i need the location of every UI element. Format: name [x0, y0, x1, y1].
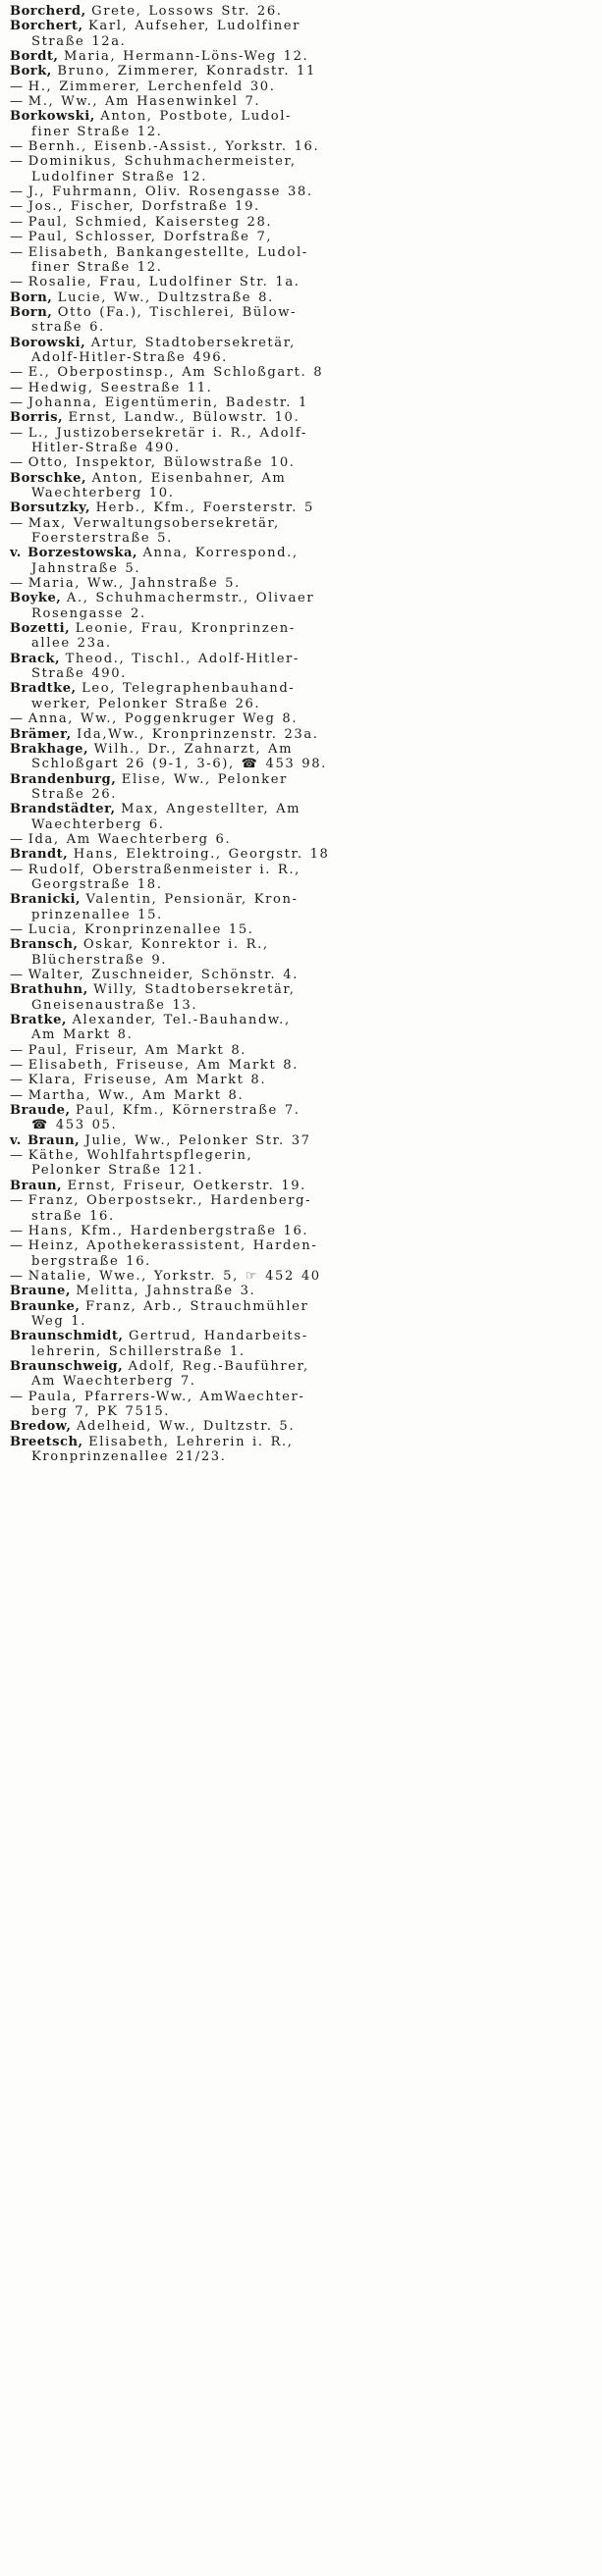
entry-continuation-dash: — — [10, 230, 24, 245]
entry-lastname: Born, — [10, 289, 53, 305]
directory-entry — [10, 19, 594, 49]
entry-lastname: Bork, — [10, 64, 52, 79]
directory-entry — [10, 1088, 594, 1103]
directory-entry — [10, 230, 594, 244]
entry-lastname: Brandstädter, — [10, 802, 116, 817]
directory-entry — [10, 1073, 594, 1087]
entry-details-wrapline: Schloßgart 26 (9-1, 3-6), ☎ 453 98. — [31, 757, 327, 772]
entry-continuation-dash: — — [10, 455, 24, 471]
directory-entry — [10, 245, 594, 276]
directory-entry — [10, 471, 594, 501]
entry-details: Theod., Tischl., Adolf-Hitler- — [65, 651, 300, 666]
entry-continuation-dash: — — [10, 1223, 24, 1238]
entry-details: Natalie, Wwe., Yorkstr. 5, ☞ 452 40 — [27, 1268, 321, 1284]
entry-details: Valentin, Pensionär, Kron- — [85, 892, 299, 908]
entry-continuation-dash: — — [10, 184, 24, 200]
entry-details: Alexander, Tel.-Bauhandw., — [72, 1013, 291, 1028]
entry-details-wrapline: Adolf-Hitler-Straße 496. — [31, 349, 228, 365]
directory-entry — [10, 1013, 594, 1043]
entry-lastname: Braude, — [10, 1103, 71, 1119]
entry-details: Jos., Fischer, Dorfstraße 19. — [27, 199, 260, 215]
entry-details: Adelheid, Ww., Dultzstr. 5. — [76, 1419, 296, 1435]
directory-entry — [10, 1043, 594, 1058]
entry-details: Gertrud, Handarbeits- — [128, 1329, 308, 1344]
entry-details-wrapline: Straße 490. — [31, 666, 127, 682]
directory-entry — [10, 1269, 594, 1284]
entry-details: Maria, Ww., Jahnstraße 5. — [27, 576, 241, 592]
entry-details-wrapline: werker, Pelonker Straße 26. — [31, 696, 261, 711]
directory-entry — [10, 381, 594, 395]
entry-details-wrapline: finer Straße 12. — [31, 124, 163, 139]
entry-details: Paul, Schlosser, Dorfstraße 7, — [27, 230, 273, 245]
entry-details-wrapline: lehrerin, Schillerstraße 1. — [31, 1343, 246, 1359]
directory-entry — [10, 621, 594, 652]
entry-details: Bernh., Eisenb.-Assist., Yorkstr. 16. — [27, 139, 320, 155]
directory-entry — [10, 516, 594, 547]
entry-details-wrapline: berg 7, PK 7515. — [31, 1403, 171, 1419]
directory-entry — [10, 546, 594, 576]
directory-entry — [10, 4, 594, 19]
entry-details: Wilh., Dr., Zahnarzt, Am — [93, 741, 294, 757]
directory-entry — [10, 275, 594, 289]
entry-lastname: Bransch, — [10, 937, 79, 953]
entry-details: Hans, Elektroing., Georgstr. 18 — [73, 847, 330, 863]
entry-details: M., Ww., Am Hasenwinkel 7. — [27, 94, 261, 110]
entry-details-wrapline: Pelonker Straße 121. — [31, 1163, 204, 1179]
directory-entry — [10, 455, 594, 470]
entry-details: Oskar, Konrektor i. R., — [82, 937, 269, 953]
entry-continuation-dash: — — [10, 79, 24, 94]
entry-details: Heinz, Apothekerassistent, Harden- — [27, 1238, 318, 1254]
directory-entry — [10, 1133, 594, 1148]
entry-continuation-dash: — — [10, 1058, 24, 1074]
entry-details-wrapline: Georgstraße 18. — [31, 876, 163, 892]
entry-details: J., Fuhrmann, Oliv. Rosengasse 38. — [27, 184, 313, 200]
entry-continuation-dash: — — [10, 576, 24, 592]
entry-lastname: Borcherd, — [10, 4, 86, 19]
entry-lastname: Boyke, — [10, 591, 62, 606]
directory-entry — [10, 968, 594, 982]
entry-lastname: Braunschmidt, — [10, 1329, 124, 1344]
entry-lastname: Braun, — [10, 1178, 63, 1193]
entry-details: Ernst, Landw., Bülowstr. 10. — [68, 410, 301, 426]
entry-details: Rosalie, Frau, Ludolfiner Str. 1a. — [27, 275, 301, 290]
directory-entry — [10, 1329, 594, 1359]
entry-continuation-dash: — — [10, 154, 24, 170]
entry-lastname: v. Braun, — [10, 1132, 81, 1148]
entry-details-wrapline: Ludolfiner Straße 12. — [31, 169, 207, 184]
entry-details: H., Zimmerer, Lerchenfeld 30. — [27, 79, 276, 94]
directory-entry — [10, 290, 594, 305]
directory-entry — [10, 410, 594, 425]
entry-details: Herb., Kfm., Foersterstr. 5 — [95, 500, 314, 516]
entry-details: Paul, Kfm., Körnerstraße 7. — [76, 1103, 301, 1119]
entry-lastname: Brakhage, — [10, 741, 89, 757]
directory-entry — [10, 1238, 594, 1269]
directory-entry — [10, 139, 594, 154]
directory-entry — [10, 365, 594, 380]
entry-details: Leo, Telegraphenbauhand- — [82, 681, 296, 697]
entry-lastname: Born, — [10, 304, 53, 320]
entry-details-wrapline: Am Markt 8. — [31, 1027, 134, 1043]
directory-entry — [10, 863, 594, 893]
directory-entry — [10, 1103, 594, 1133]
directory-entry — [10, 681, 594, 711]
directory-entry — [10, 94, 594, 109]
entry-details: Rudolf, Oberstraßenmeister i. R., — [27, 862, 301, 877]
entry-details: Artur, Stadtobersekretär, — [90, 335, 296, 350]
directory-entry — [10, 922, 594, 937]
entry-details: Anton, Eisenbahner, Am — [91, 470, 287, 486]
entry-details-wrapline: Jahnstraße 5. — [31, 560, 141, 576]
entry-lastname: Brämer, — [10, 726, 72, 742]
entry-continuation-dash: — — [10, 1087, 24, 1103]
entry-details: Willy, Stadtobersekretär, — [93, 982, 296, 998]
entry-details: Maria, Hermann-Löns-Weg 12. — [63, 49, 309, 65]
entry-lastname: Braunke, — [10, 1298, 81, 1314]
entry-lastname: Bredow, — [10, 1419, 72, 1435]
entry-details-wrapline: straße 6. — [31, 320, 105, 336]
entry-details: Paula, Pfarrers-Ww., AmWaechter- — [27, 1389, 305, 1404]
entry-continuation-dash: — — [10, 199, 24, 215]
entry-details-wrapline: Blücherstraße 9. — [31, 952, 168, 968]
entry-lastname: v. Borzestowska, — [10, 546, 137, 561]
entry-continuation-dash: — — [10, 1073, 24, 1088]
entry-details-wrapline: finer Straße 12. — [31, 259, 163, 275]
entry-lastname: Borchert, — [10, 19, 83, 34]
entry-details: Elisabeth, Bankangestellte, Ludol- — [27, 244, 308, 260]
entry-details: Anna, Ww., Poggenkruger Weg 8. — [27, 711, 299, 727]
directory-entry — [10, 215, 594, 230]
entry-details: Paul, Schmied, Kaisersteg 28. — [27, 214, 273, 230]
entry-details-wrapline: straße 16. — [31, 1208, 115, 1224]
entry-details-wrapline: Kronprinzenallee 21/23. — [31, 1449, 227, 1464]
entry-details: Adolf, Reg.-Bauführer, — [128, 1358, 309, 1374]
entry-details: L., Justizobersekretär i. R., Adolf- — [27, 425, 307, 441]
entry-details: Lucia, Kronprinzenallee 15. — [27, 921, 254, 937]
entry-continuation-dash: — — [10, 94, 24, 110]
directory-entry — [10, 1299, 594, 1330]
directory-entry — [10, 727, 594, 742]
entry-continuation-dash: — — [10, 380, 24, 395]
entry-continuation-dash: — — [10, 862, 24, 877]
directory-entry — [10, 154, 594, 184]
entry-details: Paul, Friseur, Am Markt 8. — [27, 1042, 247, 1058]
entry-lastname: Braunschweig, — [10, 1358, 124, 1374]
directory-entry — [10, 426, 594, 456]
entry-details: Leonie, Frau, Kronprinzen- — [75, 621, 296, 637]
entry-lastname: Bozetti, — [10, 621, 71, 637]
directory-entry — [10, 1179, 594, 1193]
entry-continuation-dash: — — [10, 1042, 24, 1058]
directory-entry — [10, 199, 594, 214]
directory-entry — [10, 742, 594, 772]
directory-entry — [10, 576, 594, 591]
entry-continuation-dash: — — [10, 425, 24, 441]
entry-details-wrapline: ☎ 453 05. — [31, 1118, 118, 1133]
entry-continuation-dash: — — [10, 515, 24, 531]
directory-entry — [10, 772, 594, 803]
entry-details: Ida, Am Waechterberg 6. — [27, 831, 232, 847]
entry-details: Elisabeth, Lehrerin i. R., — [88, 1434, 294, 1449]
entry-details: Lucie, Ww., Dultzstraße 8. — [57, 289, 274, 305]
directory-entry — [10, 1284, 594, 1298]
entry-details-wrapline: Waechterberg 10. — [31, 486, 175, 500]
entry-details: Hedwig, Seestraße 11. — [27, 380, 213, 395]
entry-details-wrapline: prinzenallee 15. — [31, 907, 163, 922]
entry-lastname: Bratke, — [10, 1013, 67, 1028]
entry-details: Käthe, Wohlfahrtspflegerin, — [27, 1148, 253, 1164]
entry-details: Grete, Lossows Str. 26. — [91, 4, 283, 19]
entry-lastname: Brandt, — [10, 847, 69, 863]
entry-continuation-dash: — — [10, 139, 24, 155]
entry-details: Johanna, Eigentümerin, Badestr. 1 — [27, 394, 308, 410]
entry-details: E., Oberpostinsp., Am Schloßgart. 8 — [27, 365, 324, 381]
entry-continuation-dash: — — [10, 1148, 24, 1164]
entry-continuation-dash: — — [10, 244, 24, 260]
directory-entry — [10, 892, 594, 922]
entry-lastname: Bordt, — [10, 49, 59, 65]
entry-continuation-dash: — — [10, 1389, 24, 1404]
entry-details-wrapline: Straße 26. — [31, 786, 117, 802]
entry-details: Walter, Zuschneider, Schönstr. 4. — [27, 968, 299, 982]
entry-continuation-dash: — — [10, 1193, 24, 1209]
entry-lastname: Brandenburg, — [10, 771, 117, 787]
entry-continuation-dash: — — [10, 365, 24, 381]
directory-entry — [10, 1359, 594, 1390]
entry-details: Max, Verwaltungsobersekretär, — [27, 515, 280, 531]
entry-details: Ida,Ww., Kronprinzenstr. 23a. — [77, 726, 319, 742]
entry-details: Max, Angestellter, Am — [121, 802, 301, 817]
entry-continuation-dash: — — [10, 214, 24, 230]
entry-lastname: Borsutzky, — [10, 500, 91, 516]
directory-entry — [10, 64, 594, 79]
directory-entry — [10, 184, 594, 199]
entry-details: Melitta, Jahnstraße 3. — [76, 1284, 256, 1299]
directory-entry — [10, 49, 594, 64]
directory-entry — [10, 336, 594, 366]
entry-continuation-dash: — — [10, 711, 24, 727]
entry-details: Dominikus, Schuhmachermeister, — [27, 154, 297, 170]
entry-details: Anna, Korrespond., — [142, 546, 299, 561]
directory-entry — [10, 395, 594, 410]
entry-lastname: Braune, — [10, 1284, 71, 1299]
directory-entry — [10, 937, 594, 968]
entry-details: A., Schuhmachermstr., Olivaer — [66, 591, 315, 606]
entry-continuation-dash: — — [10, 275, 24, 290]
directory-entry — [10, 1419, 594, 1434]
entry-details-wrapline: Hitler-Straße 490. — [31, 440, 181, 455]
directory-entry — [10, 500, 594, 515]
entry-lastname: Breetsch, — [10, 1434, 83, 1449]
entry-details: Bruno, Zimmerer, Konradstr. 11 — [57, 64, 316, 79]
entry-details: Franz, Oberpostsekr., Hardenberg- — [27, 1193, 312, 1209]
directory-entry — [10, 1224, 594, 1238]
directory-entry — [10, 109, 594, 139]
entry-details: Hans, Kfm., Hardenbergstraße 16. — [27, 1223, 309, 1238]
directory-entry — [10, 711, 594, 726]
directory-entry — [10, 832, 594, 847]
entry-lastname: Borschke, — [10, 470, 87, 486]
directory-entry — [10, 802, 594, 832]
directory-entry — [10, 591, 594, 621]
directory-entry — [10, 305, 594, 336]
entry-details-wrapline: allee 23a. — [31, 636, 112, 652]
directory-entry — [10, 1058, 594, 1073]
entry-lastname: Borris, — [10, 410, 64, 426]
entry-details: Klara, Friseuse, Am Markt 8. — [27, 1073, 267, 1088]
directory-entry — [10, 1390, 594, 1420]
entry-details: Julie, Ww., Pelonker Str. 37 — [84, 1132, 311, 1148]
directory-entry — [10, 1193, 594, 1224]
entry-details: Martha, Ww., Am Markt 8. — [27, 1087, 245, 1103]
entry-details-wrapline: Weg 1. — [31, 1313, 86, 1329]
entry-details-wrapline: Waechterberg 6. — [31, 816, 165, 832]
entry-details: Elise, Ww., Pelonker — [121, 771, 288, 787]
entry-details-wrapline: Straße 12a. — [31, 33, 127, 49]
entry-details: Anton, Postbote, Ludol- — [100, 109, 293, 125]
entry-lastname: Branicki, — [10, 892, 82, 908]
directory-entry — [10, 79, 594, 94]
directory-entry — [10, 652, 594, 682]
directory-entry — [10, 847, 594, 862]
entry-continuation-dash: — — [10, 1238, 24, 1254]
entry-details: Franz, Arb., Strauchmühler — [84, 1298, 309, 1314]
entry-lastname: Borkowski, — [10, 109, 95, 125]
entry-continuation-dash: — — [10, 394, 24, 410]
directory-entry — [10, 1435, 594, 1465]
entry-lastname: Brathuhn, — [10, 982, 88, 998]
entry-details-wrapline: Foersterstraße 5. — [31, 531, 173, 547]
entry-details-wrapline: bergstraße 16. — [31, 1253, 151, 1269]
entry-details: Otto, Inspektor, Bülowstraße 10. — [27, 455, 296, 471]
entry-lastname: Brack, — [10, 651, 61, 666]
entry-continuation-dash: — — [10, 921, 24, 937]
entry-details: Ernst, Friseur, Oetkerstr. 19. — [67, 1178, 306, 1193]
entry-lastname: Borowski, — [10, 335, 86, 350]
entry-details-wrapline: Rosengasse 2. — [31, 605, 146, 621]
entry-lastname: Bradtke, — [10, 681, 77, 697]
entry-continuation-dash: — — [10, 831, 24, 847]
entry-details: Karl, Aufseher, Ludolfiner — [88, 19, 301, 34]
entry-continuation-dash: — — [10, 1268, 24, 1284]
entry-details: Otto (Fa.), Tischlerei, Bülow- — [57, 304, 298, 320]
entry-details-wrapline: Am Waechterberg 7. — [31, 1374, 196, 1390]
directory-entry — [10, 1148, 594, 1179]
entry-details: Elisabeth, Friseuse, Am Markt 8. — [27, 1058, 299, 1074]
directory-entry — [10, 982, 594, 1013]
entry-details-wrapline: Gneisenaustraße 13. — [31, 997, 198, 1013]
entry-continuation-dash: — — [10, 968, 24, 982]
